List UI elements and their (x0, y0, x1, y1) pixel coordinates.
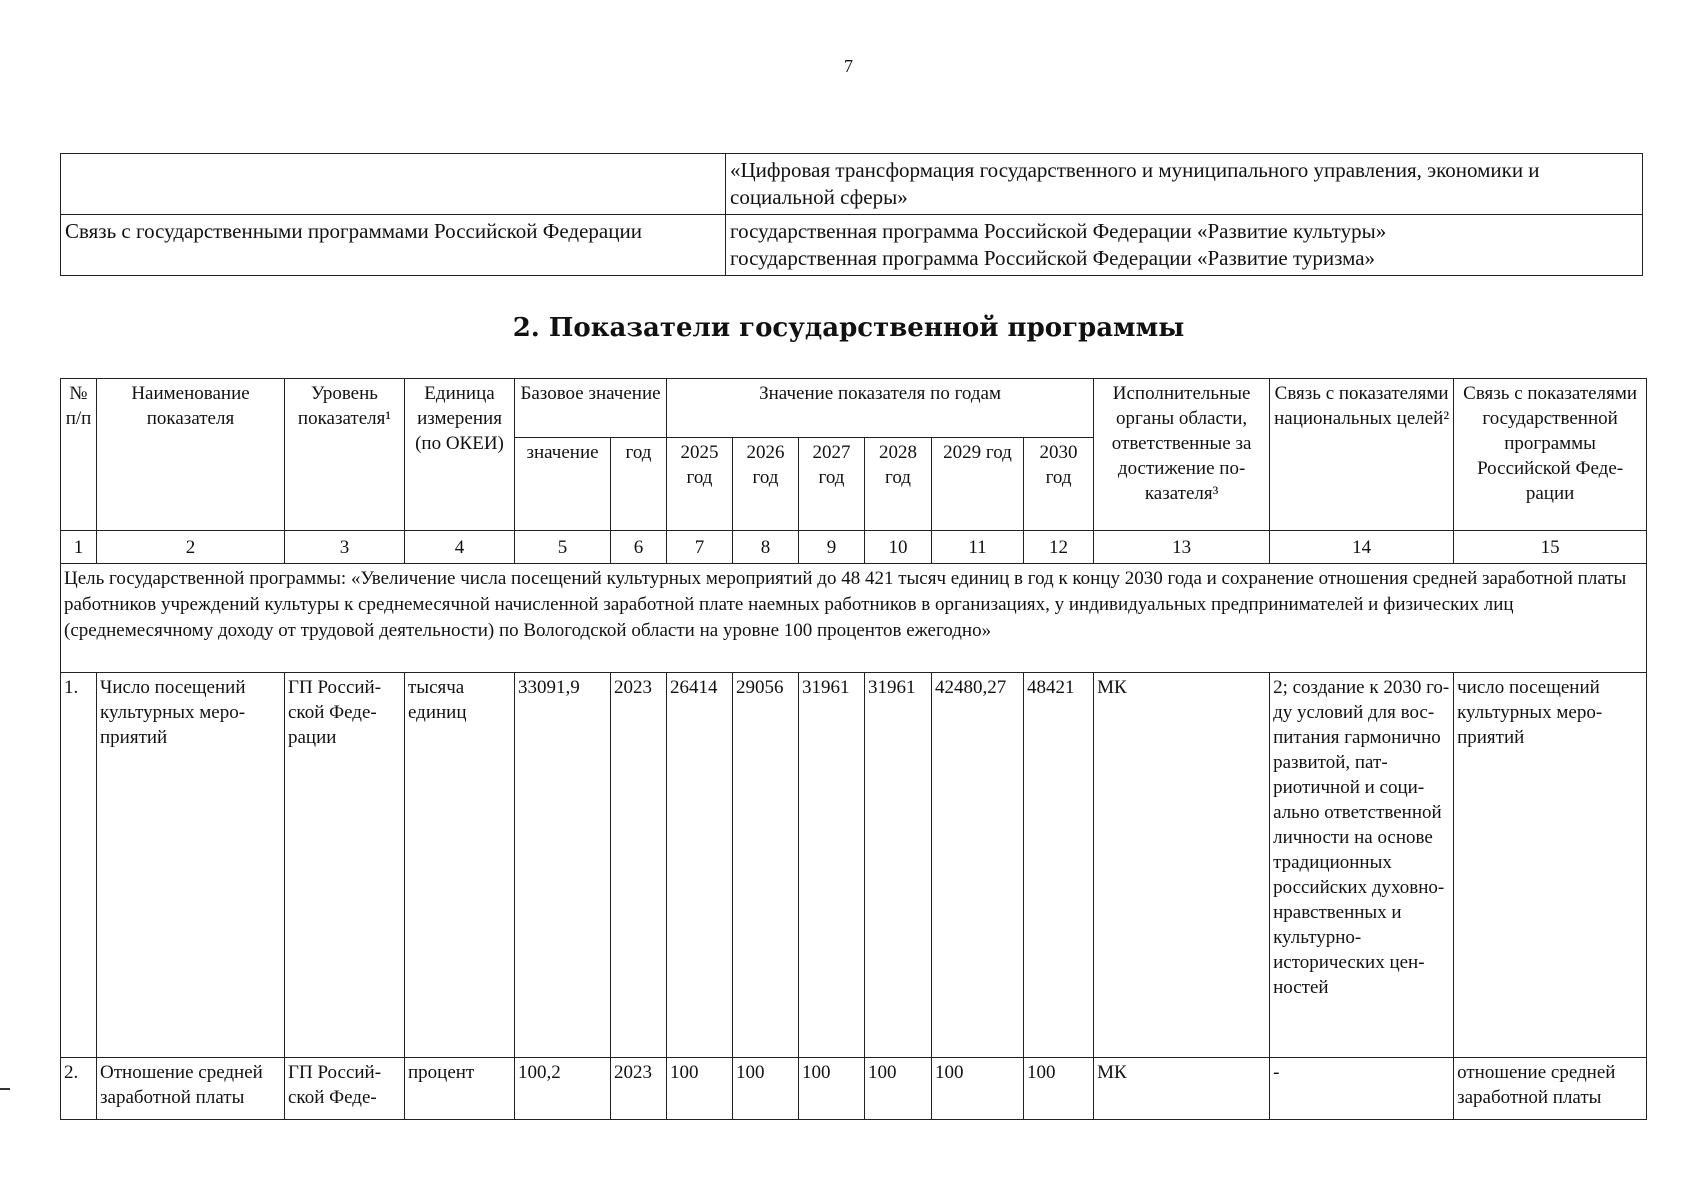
program-goal: Цель государственной программы: «Увеличение числа посещений культурных мероприятий до 48 421 тысяч единиц в год к концу 2030 года и сохранение отношения средней заработной платы работников учреждений культуры к среднемесячной начисленной заработной плате наемных работников в организациях, у индивидуальных предпринимателей и физических лиц (среднемесячному доходу от трудовой деятельности) по Вологодской области на уровне 100 процентов ежегодно» (61, 564, 1647, 673)
cell-executor: МК (1094, 673, 1270, 1058)
cell-gp-rf: число посещений культурных мероприятий (1454, 673, 1647, 1058)
column-number: 15 (1454, 531, 1647, 564)
header-2028: 2028 год (865, 438, 932, 531)
margin-mark (0, 1088, 10, 1090)
cell-base-year: 2023 (611, 1058, 667, 1120)
header-2030: 2030 год (1024, 438, 1094, 531)
cell-no: 1. (61, 673, 97, 1058)
table-row (61, 673, 1647, 1058)
header-gp-rf: Связь с показателями государственной программы Российской Федерации (1454, 379, 1647, 531)
cell-base-value: 33091,9 (515, 673, 611, 1058)
table-row (61, 1058, 1647, 1120)
cell-executor: МК (1094, 1058, 1270, 1120)
cell-unit: процент (405, 1058, 515, 1120)
cell-base-value: 100,2 (515, 1058, 611, 1120)
cell-2029: 100 (932, 1058, 1024, 1120)
header-base: Базовое значение (515, 379, 667, 438)
header-no: № п/п (61, 379, 97, 531)
column-number: 4 (405, 531, 515, 564)
column-number: 12 (1024, 531, 1094, 564)
cell-2028: 31961 (865, 673, 932, 1058)
cell-gp-rf: отношение средней заработной платы (1454, 1058, 1647, 1120)
cell-level: ГП Российской Федерации (285, 673, 405, 1058)
passport-cell-label: Связь с государственными программами Российской Федерации (61, 215, 726, 276)
column-numbers-row (61, 531, 1647, 564)
header-base-year: год (611, 438, 667, 531)
gp-link-tourism: государственная программа Российской Федерации «Развитие туризма» (730, 246, 1376, 270)
header-national: Связь с показателями национальных целей² (1270, 379, 1454, 531)
header-2027: 2027 год (799, 438, 865, 531)
cell-2025: 26414 (667, 673, 733, 1058)
column-number: 9 (799, 531, 865, 564)
cell-2027: 100 (799, 1058, 865, 1120)
column-number: 3 (285, 531, 405, 564)
passport-row (61, 154, 1643, 215)
goal-row (61, 564, 1647, 673)
cell-2025: 100 (667, 1058, 733, 1120)
column-number: 8 (733, 531, 799, 564)
cell-2027: 31961 (799, 673, 865, 1058)
section-title: 2. Показатели государственной программы (512, 313, 1185, 343)
indicators-table (60, 378, 1647, 1120)
cell-name: Число посещений культурных мероприятий (97, 673, 285, 1058)
cell-no: 2. (61, 1058, 97, 1120)
cell-2030: 48421 (1024, 673, 1094, 1058)
cell-2029: 42480,27 (932, 673, 1024, 1058)
header-level: Уровень показателя¹ (285, 379, 405, 531)
cell-2028: 100 (865, 1058, 932, 1120)
cell-national: - (1270, 1058, 1454, 1120)
header-2029: 2029 год (932, 438, 1024, 531)
passport-row (61, 215, 1643, 276)
column-number: 14 (1270, 531, 1454, 564)
column-number: 11 (932, 531, 1024, 564)
column-number: 1 (61, 531, 97, 564)
cell-unit: тысяча единиц (405, 673, 515, 1058)
gp-link-culture: государственная программа Российской Федерации «Развитие культуры» (730, 219, 1387, 243)
header-2025: 2025 год (667, 438, 733, 531)
passport-cell-value: «Цифровая трансформация государственного и муниципального управления, экономики и социальной сферы» (726, 154, 1643, 215)
column-number: 13 (1094, 531, 1270, 564)
cell-2026: 100 (733, 1058, 799, 1120)
header-by-years: Значение показателя по годам (667, 379, 1094, 438)
passport-cell-label (61, 154, 726, 215)
header-2026: 2026 год (733, 438, 799, 531)
cell-base-year: 2023 (611, 673, 667, 1058)
page-number: 7 (844, 56, 853, 76)
column-number: 2 (97, 531, 285, 564)
header-executors: Исполнительные органы области, ответственные за достижение показателя³ (1094, 379, 1270, 531)
cell-level: ГП Российской Феде- (285, 1058, 405, 1120)
cell-name: Отношение средней заработной платы (97, 1058, 285, 1120)
passport-table (60, 153, 1643, 276)
column-number: 10 (865, 531, 932, 564)
header-name: Наименование показателя (97, 379, 285, 531)
header-row (61, 379, 1647, 438)
passport-cell-value (726, 215, 1643, 276)
column-number: 6 (611, 531, 667, 564)
header-base-value: значение (515, 438, 611, 531)
cell-national: 2; создание к 2030 году условий для воспитания гармонично развитой, патриотичной и социально ответственной личности на основе традиционных российских духовно-нравственных и культурно-исторических ценностей (1270, 673, 1454, 1058)
cell-2030: 100 (1024, 1058, 1094, 1120)
cell-2026: 29056 (733, 673, 799, 1058)
column-number: 7 (667, 531, 733, 564)
header-unit: Единица измерения (по ОКЕИ) (405, 379, 515, 531)
column-number: 5 (515, 531, 611, 564)
